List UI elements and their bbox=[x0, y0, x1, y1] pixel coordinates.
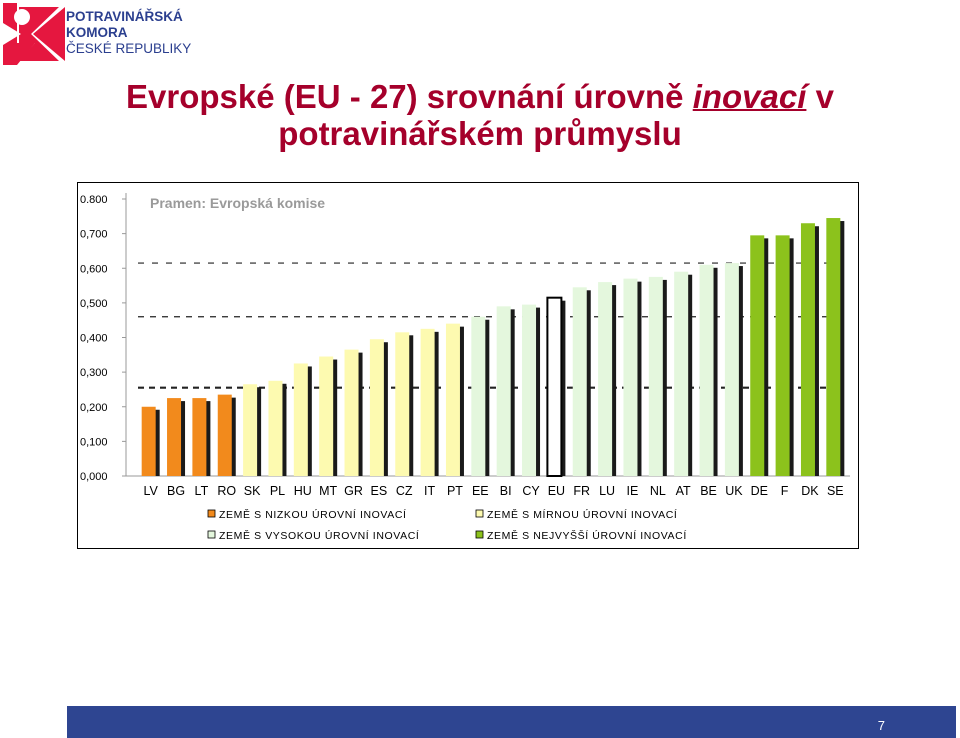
bar bbox=[446, 324, 460, 476]
legend-swatch bbox=[476, 510, 483, 517]
x-tick-label: EE bbox=[471, 484, 489, 498]
y-tick-label: 0.800 bbox=[80, 194, 108, 206]
bar bbox=[497, 306, 511, 476]
legend-label: ZEMĚ S VYSOKOU ÚROVNÍ INOVACÍ bbox=[219, 530, 420, 542]
legend-label: ZEMĚ S MÍRNOU ÚROVNÍ INOVACÍ bbox=[487, 509, 678, 521]
x-tick-label: PT bbox=[446, 484, 463, 498]
bar bbox=[674, 272, 688, 476]
x-tick-label: SE bbox=[826, 484, 844, 498]
bar bbox=[700, 265, 714, 476]
bar bbox=[522, 305, 536, 476]
source-annotation: Pramen: Evropská komise bbox=[150, 195, 326, 211]
title-line-2: potravinářském průmyslu bbox=[278, 115, 682, 152]
x-tick-label: LU bbox=[599, 484, 616, 498]
legend-swatch bbox=[208, 531, 215, 538]
x-tick-label: HU bbox=[293, 484, 312, 498]
x-tick-label: ES bbox=[370, 484, 388, 498]
x-tick-label: LT bbox=[194, 484, 209, 498]
page-title bbox=[0, 78, 960, 152]
x-tick-label: UK bbox=[725, 484, 743, 498]
bar bbox=[750, 235, 764, 476]
x-tick-label: AT bbox=[675, 484, 691, 498]
bar bbox=[547, 298, 561, 476]
bar bbox=[471, 317, 485, 476]
title-emphasis: inovací bbox=[692, 78, 807, 115]
y-tick-label: 0,400 bbox=[80, 332, 108, 345]
y-tick-label: 0,200 bbox=[80, 401, 108, 414]
bar bbox=[649, 277, 663, 476]
y-tick-label: 0,000 bbox=[80, 471, 108, 483]
y-tick-label: 0,500 bbox=[80, 297, 108, 310]
y-tick-label: 0,600 bbox=[80, 263, 108, 276]
bar bbox=[826, 218, 840, 476]
y-tick-label: 0,700 bbox=[80, 228, 108, 241]
bar bbox=[598, 282, 612, 476]
legend-label: ZEMĚ S NEJVYŠŠÍ ÚROVNÍ INOVACÍ bbox=[487, 530, 687, 542]
x-tick-label: IE bbox=[626, 484, 639, 498]
x-tick-label: IT bbox=[424, 484, 436, 498]
x-tick-label: PL bbox=[269, 484, 286, 498]
bar bbox=[776, 235, 790, 476]
bar bbox=[801, 223, 815, 476]
bar bbox=[218, 395, 232, 476]
y-tick-label: 0,100 bbox=[80, 436, 108, 449]
bar bbox=[573, 287, 587, 476]
bar bbox=[167, 398, 181, 476]
bar bbox=[395, 332, 409, 476]
x-tick-label: MT bbox=[319, 484, 338, 498]
bar bbox=[243, 384, 257, 476]
x-tick-label: SK bbox=[243, 484, 261, 498]
company-logo-text bbox=[66, 9, 191, 57]
title-part-2: v bbox=[806, 78, 834, 115]
legend-label: ZEMĚ S NIZKOU ÚROVNÍ INOVACÍ bbox=[219, 509, 407, 521]
company-logo-icon bbox=[3, 3, 65, 65]
logo-line-2: KOMORA bbox=[66, 25, 128, 40]
x-tick-label: CZ bbox=[395, 484, 413, 498]
bar bbox=[421, 329, 435, 476]
y-tick-label: 0,300 bbox=[80, 367, 108, 380]
x-tick-label: BG bbox=[167, 484, 186, 498]
page-number: 7 bbox=[877, 718, 885, 733]
x-tick-label: CY bbox=[522, 484, 540, 498]
legend-swatch bbox=[208, 510, 215, 517]
x-tick-label: EU bbox=[547, 484, 566, 498]
bar bbox=[268, 381, 282, 476]
x-tick-label: NL bbox=[649, 484, 666, 498]
x-tick-label: F bbox=[780, 484, 789, 498]
bar-chart bbox=[78, 183, 858, 548]
bar bbox=[725, 263, 739, 476]
bar bbox=[345, 350, 359, 476]
logo-line-3: ČESKÉ REPUBLIKY bbox=[66, 41, 192, 56]
x-tick-label: FR bbox=[573, 484, 591, 498]
title-part-1: Evropské (EU - 27) srovnání úrovně bbox=[126, 78, 693, 115]
x-tick-label: DE bbox=[750, 484, 768, 498]
bar bbox=[192, 398, 206, 476]
bar bbox=[370, 339, 384, 476]
x-tick-label: RO bbox=[217, 484, 237, 498]
chart-frame bbox=[77, 182, 859, 549]
bar bbox=[319, 357, 333, 476]
x-tick-label: LV bbox=[143, 484, 158, 498]
bar bbox=[623, 279, 637, 476]
x-tick-label: GR bbox=[344, 484, 363, 498]
bar bbox=[294, 363, 308, 476]
legend-swatch bbox=[476, 531, 483, 538]
x-tick-label: BE bbox=[700, 484, 717, 498]
x-tick-label: DK bbox=[801, 484, 819, 498]
x-tick-label: BI bbox=[499, 484, 512, 498]
footer-bar bbox=[67, 706, 956, 738]
logo-line-1: POTRAVINÁŘSKÁ bbox=[66, 9, 183, 24]
bar bbox=[142, 407, 156, 476]
